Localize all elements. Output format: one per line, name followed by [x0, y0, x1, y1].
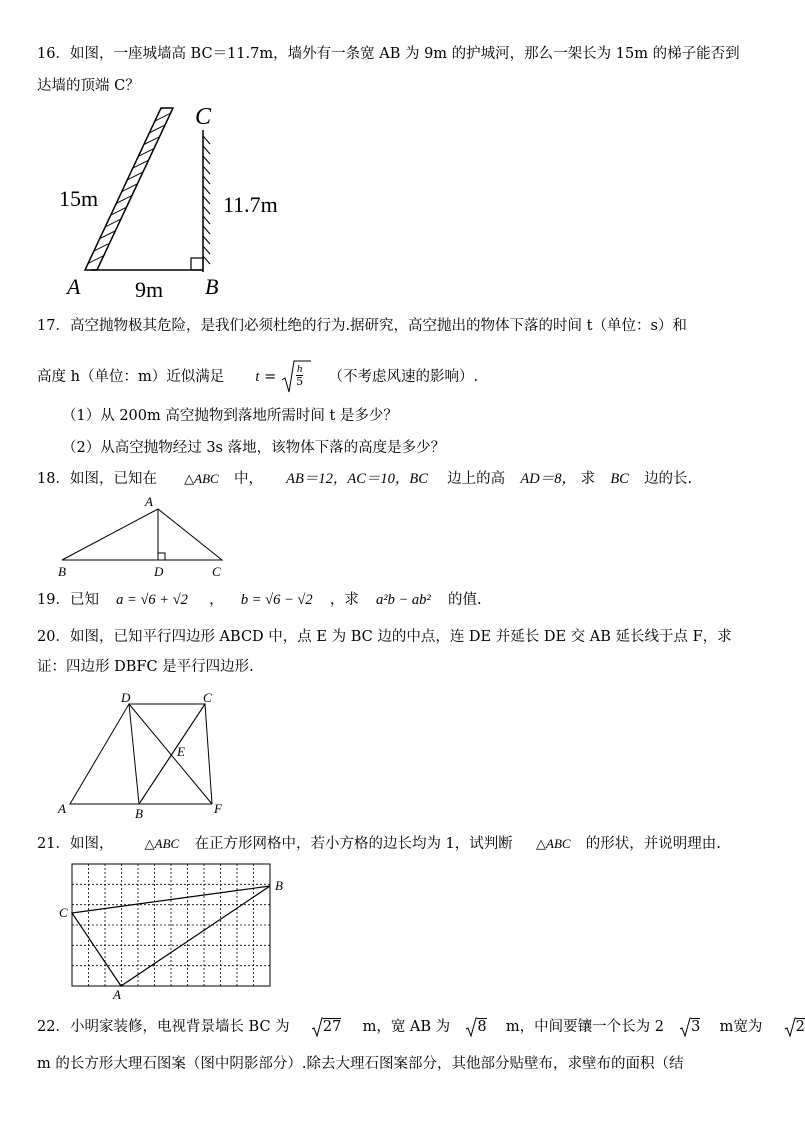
q22-text-line2: m 的长方形大理石图案（图中阴影部分）.除去大理石图案部分，其他部分贴壁布，求壁布的面积（结 [37, 1056, 684, 1072]
q18-label-B: B [58, 564, 66, 579]
q22-p4: m宽为 [719, 1019, 763, 1035]
q22-sqrt-2 [784, 1017, 805, 1037]
q18-text [37, 469, 692, 489]
q17-line2-a: 高度 h（单位：m）近似满足 [37, 369, 225, 385]
q17-line2-b: （不考虑风速的影响）. [328, 369, 479, 385]
q16-label-A: A [67, 274, 81, 299]
q20-label-E: E [177, 744, 185, 759]
q18-alt: AD＝8， [520, 471, 576, 487]
q16-label-width: 9m [135, 277, 164, 302]
q16-text-line1: 16．如图，一座城墙高 BC＝11.7m，墙外有一条宽 AB 为 9m 的护城河，那么一架长为 15m 的梯子能否到 [37, 46, 740, 62]
q19-pre: 19．已知 [37, 592, 99, 608]
q20-parallelogram-figure [55, 686, 235, 820]
q20-label-C: C [203, 690, 212, 705]
q22-text-line1 [37, 1017, 805, 1041]
q22-r1: 27 [322, 1019, 342, 1035]
q21-tri2: △ABC [536, 836, 571, 851]
q17-formula-lhs: t [255, 369, 260, 385]
q17-text-line1: 17．高空抛物极其危险，是我们必须杜绝的行为.据研究，高空抛出的物体下落的时间 t（单位：s）和 [37, 318, 687, 334]
q16-ladder-figure [55, 100, 315, 300]
q18-label-C: C [212, 564, 221, 579]
q18-tri: △ABC [184, 471, 219, 486]
q16-label-ladder: 15m [59, 186, 99, 211]
q22-p1: 22．小明家装修，电视背景墙长 BC 为 [37, 1019, 290, 1035]
q21-mid: 在正方形网格中，若小方格的边长均为 1，试判断 [194, 836, 513, 852]
q21-grid-figure [55, 858, 295, 1002]
q17-frac-num: h [296, 362, 303, 375]
q20-label-A: A [58, 801, 66, 816]
q22-sqrt-27 [311, 1017, 341, 1037]
q19-post: 的值. [448, 592, 482, 608]
q22-r2: 8 [477, 1019, 487, 1035]
q21-pre: 21．如图， [37, 836, 114, 852]
q18-post: 边的长. [644, 471, 693, 487]
q19-text [37, 590, 482, 610]
q16-label-C: C [195, 104, 212, 130]
q19-sep: ， [209, 592, 224, 608]
q22-sqrt-3 [679, 1017, 700, 1037]
q20-text-line2: 证：四边形 DBFC 是平行四边形. [37, 659, 254, 675]
q16-label-B: B [205, 274, 219, 299]
q18-label-D: D [154, 564, 164, 579]
q17-fraction [296, 363, 304, 388]
q22-p3: m，中间要镶一个长为 2 [505, 1019, 664, 1035]
q21-tri1: △ABC [144, 836, 180, 851]
q16-label-height: 11.7m [223, 192, 278, 217]
q17-sub1: （1）从 200m 高空抛物到落地所需时间 t 是多少？ [62, 408, 398, 424]
q18-bc: BC [610, 471, 629, 487]
q22-sqrt-8 [465, 1017, 486, 1037]
q17-frac-den: 5 [296, 374, 304, 388]
q16-text-line2: 达墙的顶端 C？ [37, 78, 140, 94]
q20-label-D: D [121, 690, 131, 705]
q18-triangle-figure [50, 494, 240, 580]
q18-mid2: 边上的高 [447, 471, 506, 487]
q19-mid: ，求 [329, 592, 359, 608]
ladder-shape [85, 108, 173, 270]
q21-text [37, 834, 721, 854]
q17-text-line2: 高度 h（单位：m）近似满足 t = $\frac{h}{5}$ （不考虑风速的影响）. [37, 360, 478, 384]
q18-mid1: 中， [233, 471, 263, 487]
q22-r3: 3 [691, 1019, 701, 1035]
q21-post: 的形状，并说明理由. [585, 836, 721, 852]
q22-r4: 2 [795, 1019, 805, 1035]
q20-label-F: F [214, 801, 222, 816]
q19-target: a²b − ab² [376, 592, 431, 608]
q21-label-C: C [59, 905, 68, 920]
q18-pre: 18．如图，已知在 [37, 471, 157, 487]
q19-b-expr: b = √6 − √2 [240, 592, 313, 608]
q21-label-A: A [113, 987, 121, 1002]
q20-text-line1: 20．如图，已知平行四边形 ABCD 中，点 E 为 BC 边的中点，连 DE 并延长 DE 交 AB 延长线于点 F，求 [37, 629, 732, 645]
q18-cond: AB＝12，AC＝10，BC [286, 471, 428, 487]
q20-label-B: B [135, 806, 143, 821]
q21-label-B: B [275, 878, 283, 893]
q18-mid3: 求 [580, 471, 596, 487]
q18-label-A: A [145, 494, 153, 509]
q17-sub2: （2）从高空抛物经过 3s 落地，该物体下落的高度是多少？ [62, 440, 446, 456]
q22-p2: m，宽 AB 为 [362, 1019, 451, 1035]
q21-grid [72, 864, 270, 986]
q19-a-expr: a = √6 + √2 [116, 592, 188, 608]
